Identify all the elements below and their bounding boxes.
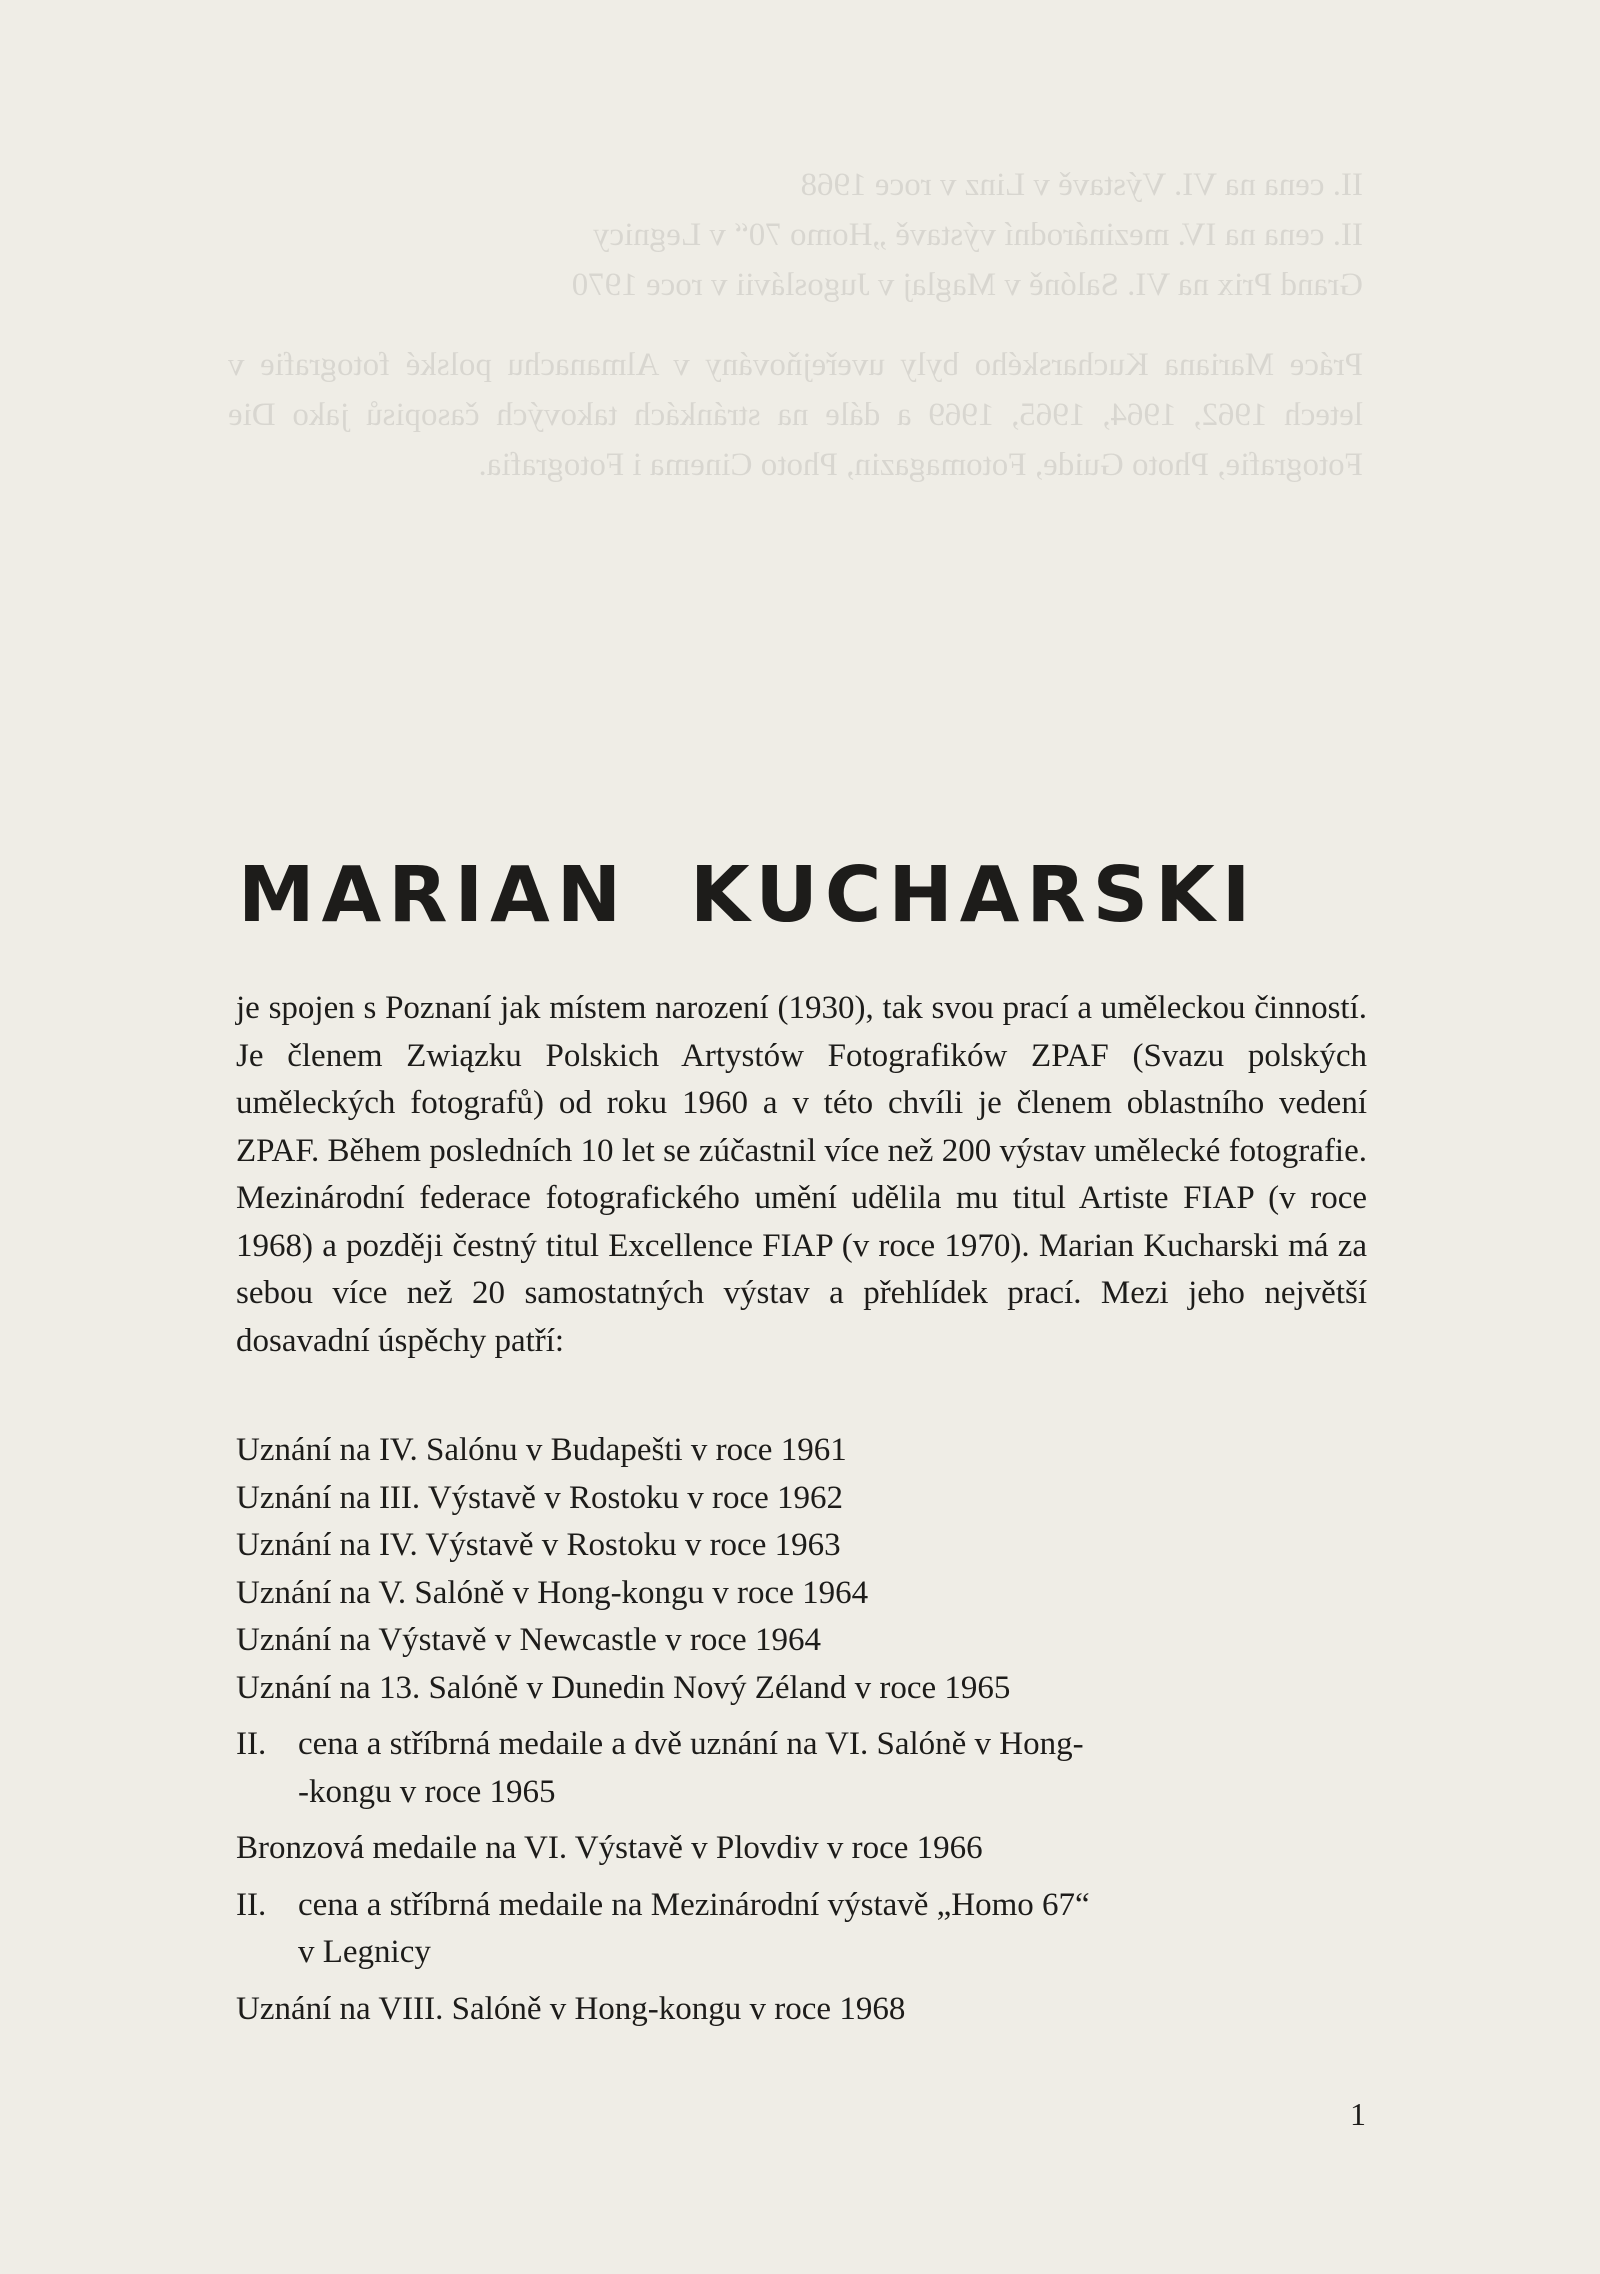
award-item — [236, 1882, 1367, 1977]
award-text: cena a stříbrná medaile na Mezinárodní výstavě „Homo 67“ — [298, 1886, 1090, 1923]
bleed-through-text — [228, 160, 1363, 490]
bleed-line: II. cena na VI. Výstavě v Linz v roce 1968 — [800, 167, 1363, 203]
award-item — [236, 1721, 1367, 1816]
award-number: II. — [236, 1886, 267, 1923]
page-title: MARIAN KUCHARSKI — [238, 851, 1258, 940]
award-item: Bronzová medaile na VI. Výstavě v Plovdiv v roce 1966 — [236, 1830, 983, 1866]
award-item: Uznání na IV. Salónu v Budapešti v roce 1961 — [236, 1432, 847, 1468]
intro-paragraph: je spojen s Poznaní jak místem narození (1930), tak svou prací a uměleckou činností. Je členem Związku Polskich Artystów Fotografików ZPAF (Svazu polských uměleckých fotografů) od roku 1960 a v této chvíli je členem oblastního vedení ZPAF. Během posledních 10 let se zúčastnil více než 200 výstav umělecké fotografie. Mezinárodní federace fotografického umění udělila mu titul Artiste FIAP (v roce 1968) a později čestný titul Excellence FIAP (v roce 1970). Marian Kucharski má za sebou více než 20 samostatných výstav a přehlídek prací. Mezi jeho největší dosavadní úspěchy patří: — [236, 990, 1367, 1359]
award-text-continued: -kongu v roce 1965 — [298, 1773, 556, 1810]
award-item: Uznání na VIII. Salóně v Hong-kongu v roce 1968 — [236, 1990, 906, 2027]
bleed-paragraph: Práce Mariana Kucharského byly uveřejňovány v Almanachu polské fotografie v letech 1962, 1964, 1965, 1969 a dále na stránkách takových časopisů jako Die Fotografie, Photo Guide, Fotomagazin, Photo Cinema i Fotografia. — [228, 347, 1363, 483]
award-item: Uznání na III. Výstavě v Rostoku v roce 1962 — [236, 1479, 844, 1516]
award-text: cena a stříbrná medaile a dvě uznání na VI. Salóně v Hong- — [298, 1726, 1084, 1762]
bleed-line: II. cena na IV. mezinárodní výstavě „Homo 70“ v Legnicy — [592, 217, 1363, 253]
award-number: II. — [236, 1726, 267, 1762]
award-item: Uznání na IV. Výstavě v Rostoku v roce 1963 — [236, 1527, 841, 1563]
award-item: Uznání na Výstavě v Newcastle v roce 1964 — [236, 1622, 821, 1658]
bleed-line: Grand Prix na VI. Salóně v Maglaj v Jugoslávii v roce 1970 — [571, 267, 1363, 303]
award-item: Uznání na 13. Salóně v Dunedin Nový Zéland v roce 1965 — [236, 1669, 1011, 1706]
award-text-continued: v Legnicy — [298, 1934, 431, 1970]
awards-list — [236, 1427, 1367, 2033]
award-item: Uznání na V. Salóně v Hong-kongu v roce 1964 — [236, 1574, 869, 1611]
page-number: 1 — [1350, 2096, 1366, 2132]
